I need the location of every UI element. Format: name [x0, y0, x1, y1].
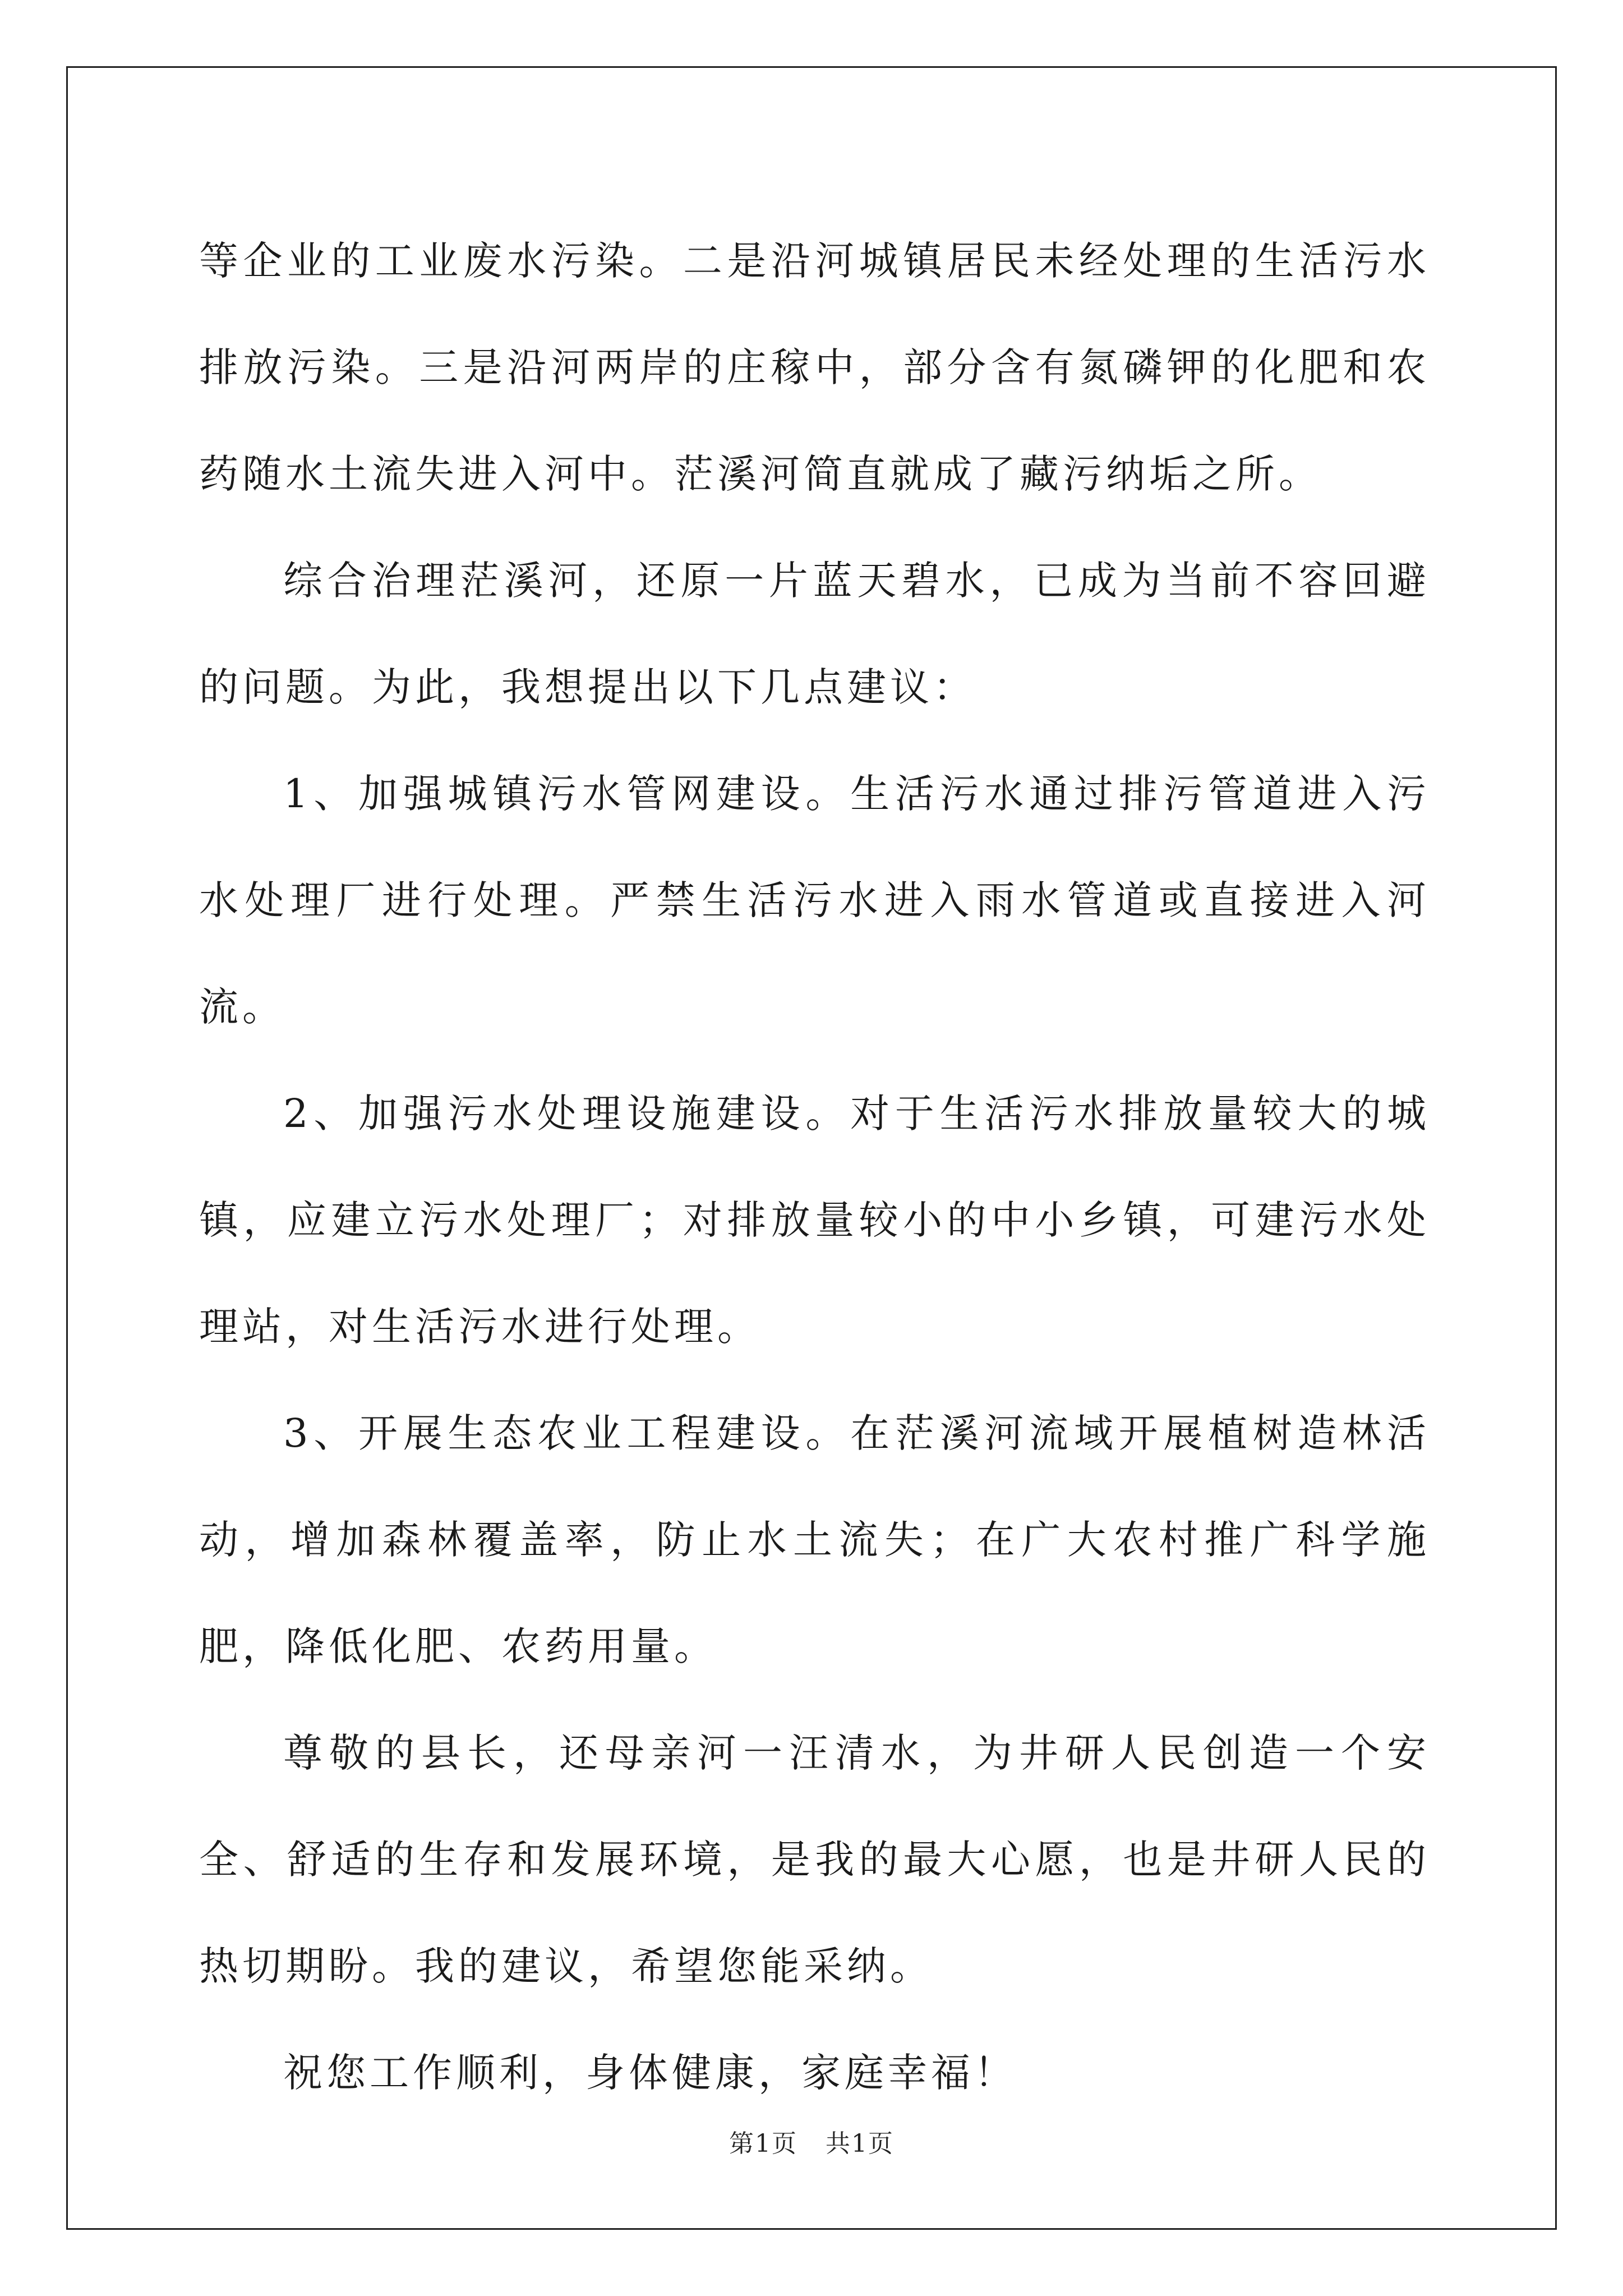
paragraph-4: 2、加强污水处理设施建设。对于生活污水排放量较大的城镇，应建立污水处理厂；对排放量较小的中小乡镇，可建污水处理站，对生活污水进行处理。	[199, 1091, 1430, 1350]
paragraph-5: 3、开展生态农业工程建设。在茫溪河流域开展植树造林活动，增加森林覆盖率，防止水土流失；在广大农村推广科学施肥，降低化肥、农药用量。	[199, 1410, 1430, 1669]
paragraph-3: 1、加强城镇污水管网建设。生活污水通过排污管道进入污水处理厂进行处理。严禁生活污水进入雨水管道或直接进入河流。	[199, 771, 1430, 1030]
document-body	[199, 208, 1430, 2126]
page-total: 共1页	[826, 2129, 894, 2158]
paragraph-7: 祝您工作顺利，身体健康，家庭幸福！	[283, 2050, 1017, 2096]
paragraph-1: 等企业的工业废水污染。二是沿河城镇居民未经处理的生活污水排放污染。三是沿河两岸的庄稼中，部分含有氮磷钾的化肥和农药随水土流失进入河中。茫溪河简直就成了藏污纳垢之所。	[199, 238, 1430, 497]
page-number: 第1页	[729, 2129, 797, 2158]
page-footer	[0, 2123, 1623, 2159]
paragraph-6: 尊敬的县长，还母亲河一汪清水，为井研人民创造一个安全、舒适的生存和发展环境，是我的最大心愿，也是井研人民的热切期盼。我的建议，希望您能采纳。	[199, 1730, 1430, 1989]
paragraph-2: 综合治理茫溪河，还原一片蓝天碧水，已成为当前不容回避的问题。为此，我想提出以下几点建议：	[199, 558, 1430, 710]
